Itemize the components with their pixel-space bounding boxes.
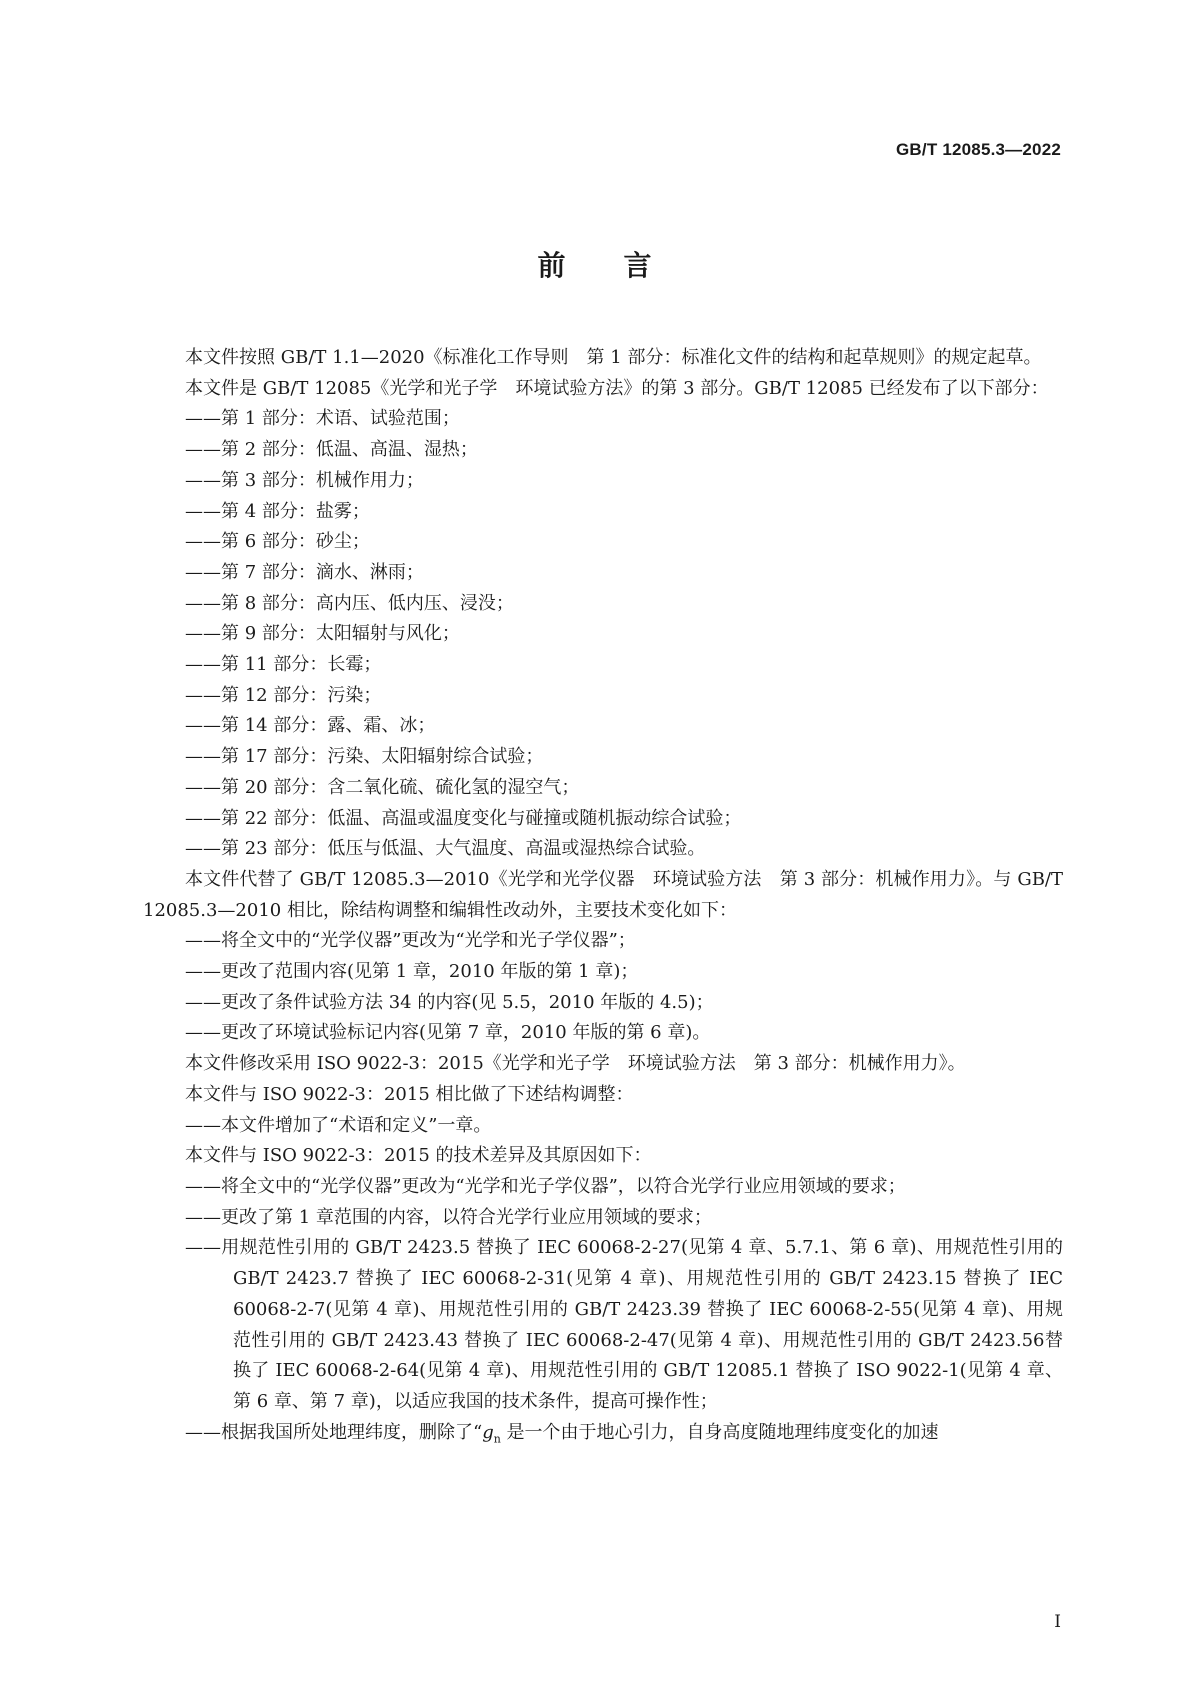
change-list-item: ——更改了范围内容(见第 1 章，2010 年版的第 1 章)； — [185, 961, 639, 983]
part-list-item: ——第 11 部分：长霉； — [185, 654, 382, 676]
part-list-item: ——第 14 部分：露、霜、冰； — [185, 715, 436, 737]
part-list-item: ——第 12 部分：污染； — [185, 684, 382, 706]
part-list-item: ——第 1 部分：术语、试验范围； — [185, 408, 460, 430]
page-number: I — [1054, 1612, 1061, 1632]
part-list-item: ——第 2 部分：低温、高温、湿热； — [185, 439, 478, 461]
part-list-item: ——第 8 部分：高内压、低内压、浸没； — [185, 592, 514, 614]
structure-list-item: ——本文件增加了“术语和定义”一章。 — [185, 1114, 492, 1136]
part-list-item: ——第 7 部分：滴水、淋雨； — [185, 561, 424, 583]
part-list-item: ——第 23 部分：低压与低温、大气温度、高温或湿热综合试验。 — [185, 838, 706, 860]
intro-paragraph-2: 本文件是 GB/T 12085《光学和光子学 环境试验方法》的第 3 部分。GB/T 12085 已经发布了以下部分： — [185, 377, 1049, 399]
technical-difference-item: ——将全文中的“光学仪器”更改为“光学和光子学仪器”，以符合光学行业应用领域的要求； — [185, 1175, 906, 1197]
technical-difference-item — [143, 1418, 1063, 1455]
part-list-item: ——第 9 部分：太阳辐射与风化； — [185, 623, 460, 645]
page-title — [0, 244, 1191, 284]
gravity-subscript: n — [493, 1432, 501, 1446]
part-list-item: ——第 6 部分：砂尘； — [185, 531, 370, 553]
intro-paragraph-1: 本文件按照 GB/T 1.1—2020《标准化工作导则 第 1 部分：标准化文件的结构和起草规则》的规定起草。 — [185, 347, 1042, 368]
technical-difference-item: ——更改了第 1 章范围的内容，以符合光学行业应用领域的要求； — [185, 1206, 712, 1228]
change-list-item: ——更改了环境试验标记内容(见第 7 章，2010 年版的第 6 章)。 — [185, 1022, 711, 1044]
technical-differences-intro: 本文件与 ISO 9022-3：2015 的技术差异及其原因如下： — [185, 1145, 652, 1167]
adoption-paragraph: 本文件修改采用 ISO 9022-3：2015《光学和光子学 环境试验方法 第 3 部分：机械作用力》。 — [185, 1053, 966, 1075]
item-text-after: 是一个由于地心引力，自身高度随地理纬度变化的加速 — [500, 1421, 939, 1443]
part-list-item: ——第 3 部分：机械作用力； — [185, 469, 424, 491]
change-list-item: ——将全文中的“光学仪器”更改为“光学和光子学仪器”； — [185, 930, 636, 952]
replaces-paragraph: 本文件代替了 GB/T 12085.3—2010《光学和光学仪器 环境试验方法 第 3 部分：机械作用力》。与 GB/T 12085.3—2010 相比，除结构调整和编辑性改动外，主要技术变化如下： — [143, 868, 1063, 921]
document-code: GB/T 12085.3—2022 — [896, 140, 1061, 159]
title-char-2: 言 — [623, 249, 654, 282]
part-list-item: ——第 22 部分：低温、高温或温度变化与碰撞或随机振动综合试验； — [185, 807, 742, 829]
change-list-item: ——更改了条件试验方法 34 的内容(见 5.5，2010 年版的 4.5)； — [185, 991, 714, 1013]
gravity-symbol: g — [482, 1421, 494, 1443]
foreword-body — [143, 343, 1063, 1455]
title-char-1: 前 — [537, 249, 568, 282]
part-list-item: ——第 20 部分：含二氧化硫、硫化氢的湿空气； — [185, 776, 580, 798]
structure-intro: 本文件与 ISO 9022-3：2015 相比做了下述结构调整： — [185, 1083, 634, 1105]
technical-difference-item: ——用规范性引用的 GB/T 2423.5 替换了 IEC 60068-2-27(见第 4 章、5.7.1、第 6 章)、用规范性引用的 GB/T 2423.7 替换了 IEC 60068-2-31(见第 4 章)、用规范性引用的 GB/T 2423.15 替换了 IEC 60068-2-7(见第 4 章)、用规范性引用的 GB/T 2423.39 替换了 IEC 60068-2-55(见第 4 章)、用规范性引用的 GB/T 2423.43 替换了 IEC 60068-2-47(见第 4 章)、用规范性引用的 GB/T 2423.56替换了 IEC 60068-2-64(见第 4 章)、用规范性引用的 GB/T 12085.1 替换了 ISO 9022-1(见第 4 章、第 6 章、第 7 章)，以适应我国的技术条件，提高可操作性； — [185, 1237, 1063, 1412]
item-text-before: ——根据我国所处地理纬度，删除了“ — [185, 1421, 483, 1443]
part-list-item: ——第 4 部分：盐雾； — [185, 500, 370, 522]
part-list-item: ——第 17 部分：污染、太阳辐射综合试验； — [185, 746, 544, 768]
